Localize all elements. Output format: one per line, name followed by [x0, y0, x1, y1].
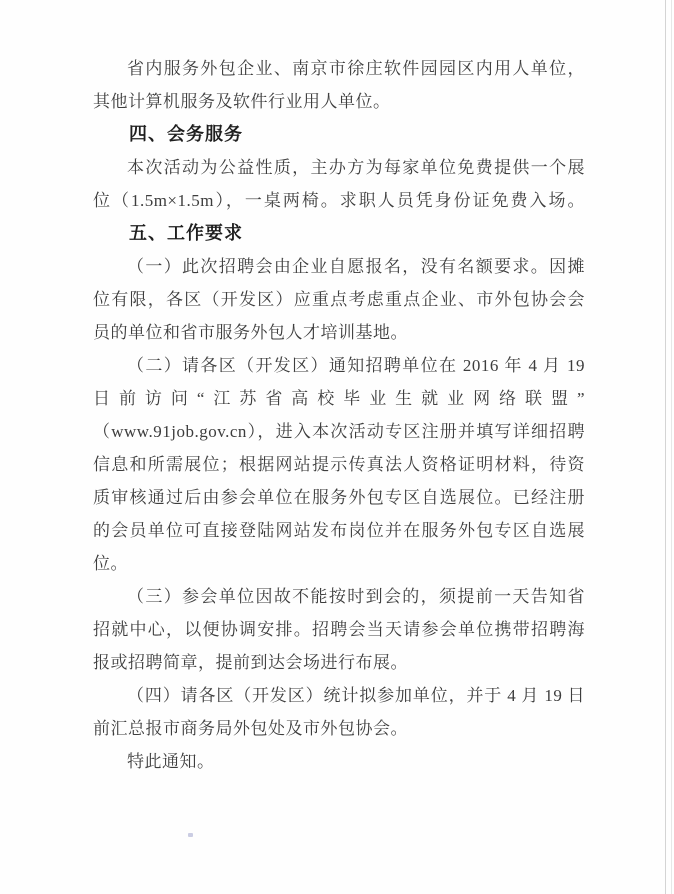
scan-page-edge-line	[665, 0, 666, 894]
doc-line: 员的单位和省市服务外包人才培训基地。	[93, 323, 408, 342]
doc-line: 报或招聘简章，提前到达会场进行布展。	[93, 653, 408, 672]
scan-artifact-speck	[188, 833, 193, 837]
doc-line: 位（1.5m×1.5m），一桌两椅。求职人员凭身份证免费入场。	[93, 191, 585, 210]
doc-line: 前汇总报市商务局外包处及市外包协会。	[93, 719, 408, 738]
doc-line-closing: 特此通知。	[127, 752, 215, 771]
doc-line: （三）参会单位因故不能按时到会的，须提前一天告知省	[127, 587, 585, 606]
doc-line: （二）请各区（开发区）通知招聘单位在 2016 年 4 月 19	[127, 356, 585, 375]
doc-line: 位有限，各区（开发区）应重点考虑重点企业、市外包协会会	[93, 290, 585, 309]
scan-page-edge-line-2	[671, 0, 672, 894]
doc-line: （一）此次招聘会由企业自愿报名，没有名额要求。因摊	[127, 257, 585, 276]
doc-line: 质审核通过后由参会单位在服务外包专区自选展位。已经注册	[93, 488, 585, 507]
doc-line: 省内服务外包企业、南京市徐庄软件园园区内用人单位，	[127, 59, 585, 78]
section-heading-4: 四、会务服务	[129, 124, 243, 145]
doc-line: 其他计算机服务及软件行业用人单位。	[93, 92, 391, 111]
doc-line-url: （www.91job.gov.cn），进入本次活动专区注册并填写详细招聘	[93, 422, 585, 441]
doc-line: （四）请各区（开发区）统计拟参加单位，并于 4 月 19 日	[127, 686, 585, 705]
doc-line-stretched: 日前访问“江苏省高校毕业生就业网络联盟”	[93, 389, 585, 408]
notice-body	[93, 52, 585, 778]
doc-line: 本次活动为公益性质，主办方为每家单位免费提供一个展	[127, 158, 585, 177]
doc-line: 招就中心，以便协调安排。招聘会当天请参会单位携带招聘海	[93, 620, 585, 639]
doc-line: 信息和所需展位；根据网站提示传真法人资格证明材料，待资	[93, 455, 585, 474]
doc-line: 的会员单位可直接登陆网站发布岗位并在服务外包专区自选展	[93, 521, 585, 540]
doc-line: 位。	[93, 554, 128, 573]
section-heading-5: 五、工作要求	[129, 223, 243, 244]
